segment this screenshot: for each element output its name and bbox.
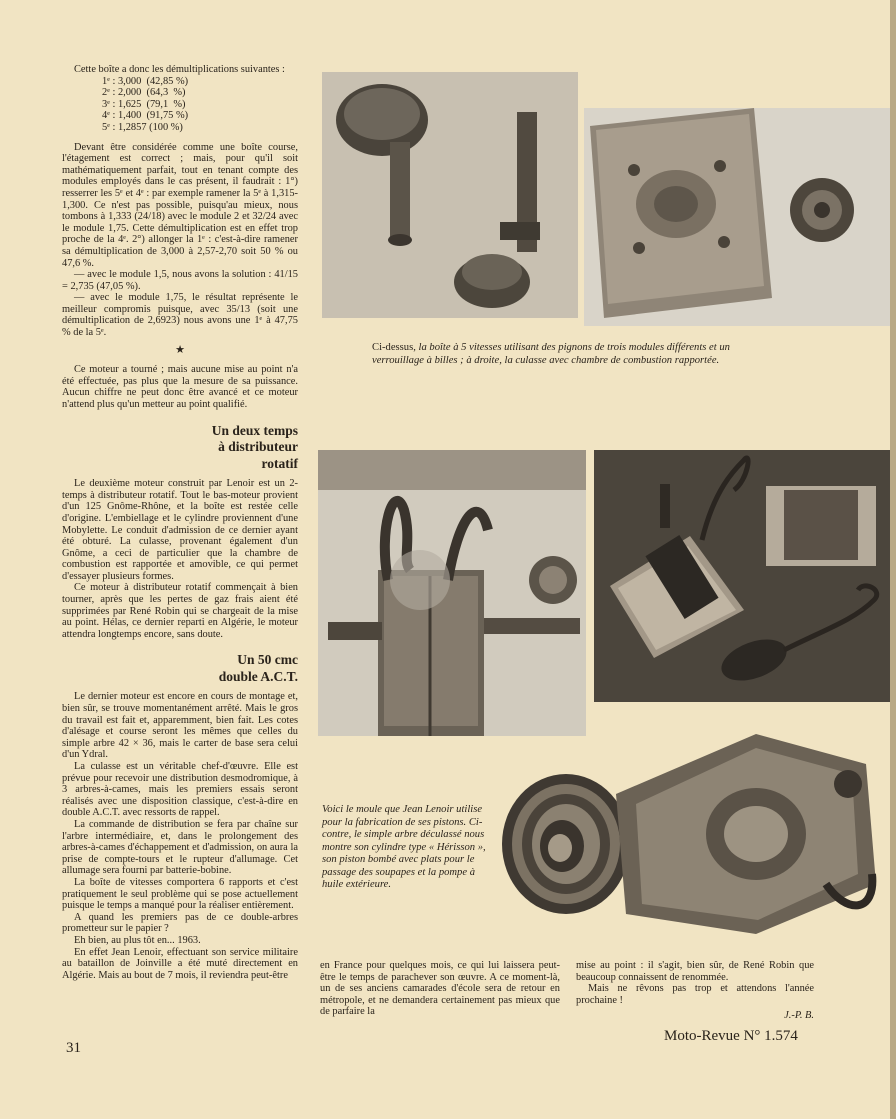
paragraph: La commande de distribution se fera par chaîne sur l'arbre intermédiaire, et, dans le prolongement des arbres-à-cames d'échappement et d'admission, on aura la prise de compte-tours et le rupteur d'allumage. Cet allumage sera fourni par batterie-bobine.	[62, 818, 298, 877]
paragraph: Eh bien, au plus tôt en... 1963.	[74, 934, 201, 946]
engine-illustration	[496, 724, 880, 934]
cylinder-head-illustration	[584, 108, 890, 326]
paragraph: Ce moteur à distributeur rotatif commençait à bien tourner, après que les pertes de gaz frais aient été supprimées par René Robin qui se chargeait de la mise au point. Hélas, ce dernier reparti en Algérie, le moteur attendra longtemps encore, sans doute.	[62, 582, 298, 640]
gearbox-photo	[322, 72, 578, 318]
caption-italic: Voici le moule que Jean Lenoir utilise pour la fabrication de ses pistons. Ci-contre, le simple arbre déculassé nous montre son cylindre type « Hérisson », son piston bombé avec plats pour le passage des soupapes et la pompe à huile extérieure.	[322, 804, 486, 890]
piston-mould-illustration	[594, 450, 890, 702]
paragraph: en France pour quelques mois, ce qui lui laissera peut-être le temps de parachever son œuvre. A ce moment-là, un de ses anciens camarades d'école sera de retour en métropole, et ne demandera certainement pas mieux que de parfaire la	[320, 960, 560, 1018]
author-signature: J.-P. B.	[784, 1010, 814, 1022]
ratio-item: 5ᵉ : 1,2857 (100 %)	[102, 121, 183, 133]
paragraph: La boîte de vitesses comportera 6 rapports et c'est pratiquement le seul problème qui se pose actuellement puisque le temps a manqué pour la réaliser entièrement.	[62, 876, 298, 912]
paragraph: La culasse est un véritable chef-d'œuvre. Elle est prévue pour recevoir une distribution desmodromique, à 3 arbres-à-cames, mais les premiers essais seront réalisés avec une disposition classique, c'est-à-dire en double A.C.T. avec ressorts de rappel.	[62, 761, 298, 819]
paragraph: Le deuxième moteur construit par Lenoir est un 2-temps à distributeur rotatif. Tout le bas-moteur provient d'un 125 Gnôme-Rhône, et la boîte est restée celle d'origine. L'embiellage et le cylindre proviennent d'une Mobylette. Le conduit d'admission de ce dernier ayant été obturé. La culasse, provenant également d'un Gnôme, a ceci de particulier que la chambre de combustion est rapportée et amovible, ce qui permet d'essayer plusieurs formes.	[62, 478, 298, 582]
paragraph: Mais ne rêvons pas trop et attendons l'année prochaine !	[576, 983, 814, 1006]
heading-line: rotatif	[261, 455, 298, 471]
caption-gearbox	[372, 342, 756, 367]
paragraph: Devant être considérée comme une boîte course, l'étagement est correct ; mais, pour qu'il soit mathématiquement parfait, tout en tenant compte des modules employés dans le cas présent, il faudrait : 1°) resserrer les 5ᵉ et 4ᵉ : par exemple ramener la 5ᵉ à 1,315-1,300. Ce n'est pas possible, puisqu'au mieux, nous tombons à 1,333 (24/18) avec le module 2 et 32/24 avec le module 1,75. Cette démultiplication est en effet trop proche de la 4ᵉ. 2°) allonger la 1ᵉ : c'est-à-dire ramener sa démultiplication de 3,000 à 2,57-2,70 soit 50 % ou 47,6 %.	[62, 141, 298, 269]
cylinder-fins	[502, 774, 630, 914]
star-separator: ★	[175, 343, 185, 356]
paragraph: A quand les premiers pas de ce double-arbres prometteur sur le papier ?	[62, 911, 298, 935]
paragraph: — avec le module 1,5, nous avons la solution : 41/15 = 2,735 (47,05 %).	[62, 269, 298, 292]
rotary-engine-photo	[318, 450, 586, 736]
middle-column	[320, 960, 560, 1018]
paragraph: mise au point : il s'agit, bien sûr, de René Robin que beaucoup connaissent de renommée.	[576, 960, 814, 983]
paragraph: En effet Jean Lenoir, effectuant son service militaire au bataillon de Joinville a été muté directement en Algérie. Mais au bout de 7 mois, il reviendra peut-être	[62, 946, 298, 981]
heading-line: Un deux temps	[211, 422, 298, 438]
ratio-item: 1ᵉ : 3,000 (42,85 %)	[102, 75, 189, 87]
paragraph: Ce moteur a tourné ; mais aucune mise au point n'a été effectuée, pas plus que la mesure de sa puissance. Aucun chiffre ne peut donc être avancé et ce moteur n'attend plus qu'un metteur au point qualifié.	[62, 364, 298, 411]
gearbox-illustration	[322, 72, 578, 318]
engine-cutout-photo	[496, 724, 880, 934]
caption-lead: Ci-dessus,	[372, 342, 416, 353]
caption-italic: la boîte à 5 vitesses utilisant des pignons de trois modules différents et un verrouillage à billes ; à droite, la culasse avec chambre de combustion rapportée.	[372, 342, 730, 366]
paragraph: Le dernier moteur est encore en cours de montage et, bien sûr, se trouve momentanément arrêté. Mais le gros du travail est fait et, apparemment, bien fait. Les cotes d'alésage et course seront les mêmes que celles du simple arbre 42 × 36, mais le carter de base sera celui d'un Ydral.	[62, 691, 298, 761]
section-heading-rotary	[62, 423, 298, 473]
cylinder-head-photo	[584, 108, 890, 326]
heading-line: Un 50 cmc	[237, 652, 298, 668]
ratio-item: 4ᵉ : 1,400 (91,75 %)	[102, 110, 189, 122]
page-number: 31	[66, 1040, 81, 1056]
paragraph: — avec le module 1,75, le résultat représente le meilleur compromis puisque, avec 35/13 (soit une démultiplication de 2,6923) nous avons une 1ᵉ à 47,75 % de la 5ᵉ.	[62, 292, 298, 339]
page-edge	[890, 0, 896, 1119]
piston-mould-photo	[594, 450, 890, 702]
intro-paragraph: Cette boîte a donc les démultiplications suivantes :	[74, 64, 285, 75]
rotary-engine-illustration	[318, 450, 586, 736]
ratio-item: 3ᵉ : 1,625 (79,1 %)	[102, 98, 186, 110]
caption-piston-mould	[322, 804, 490, 892]
ratio-list	[102, 76, 298, 134]
magazine-issue: Moto-Revue N° 1.574	[664, 1028, 798, 1044]
section-heading-50cc	[62, 652, 298, 685]
ratio-item: 2ᵉ : 2,000 (64,3 %)	[102, 87, 186, 99]
heading-line: double A.C.T.	[218, 668, 298, 684]
right-column	[576, 960, 814, 1022]
left-column	[62, 64, 298, 981]
heading-line: à distributeur	[218, 439, 298, 455]
